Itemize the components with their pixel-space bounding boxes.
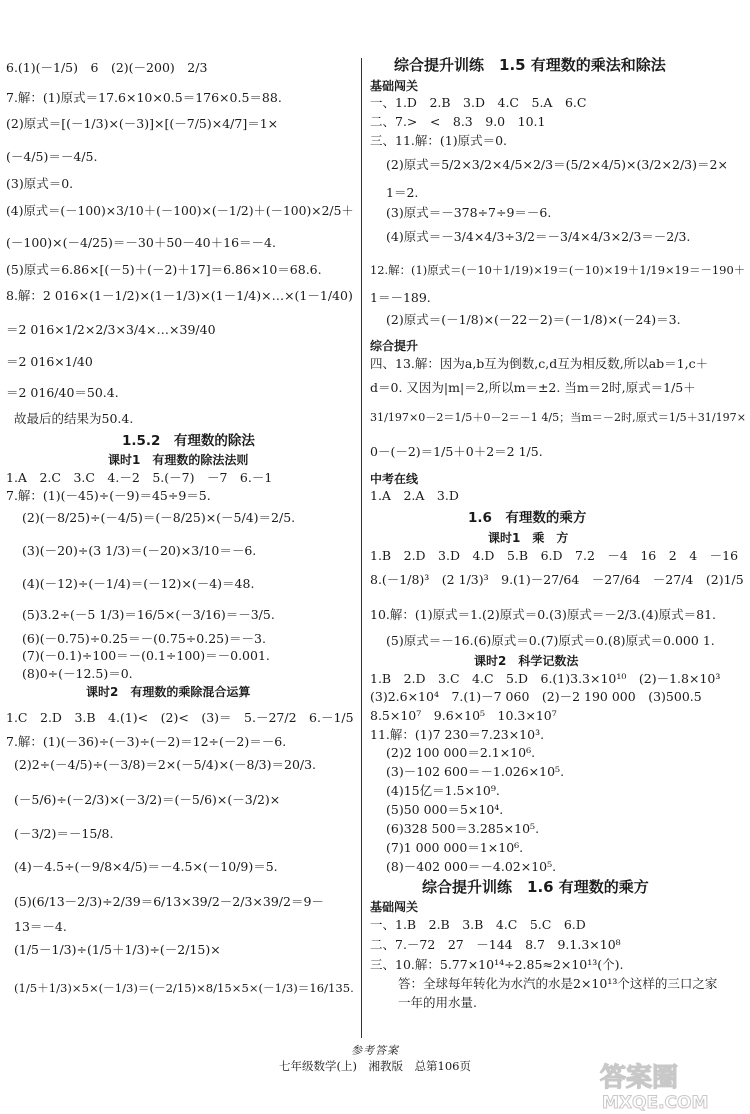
right-line: (2)原式＝5/2×3/2×4/5×2/3＝(5/2×4/5)×(3/2×2/3)＝2× bbox=[386, 157, 728, 172]
left-line: (5)原式＝6.86×[(－5)＋(－2)＋17]＝6.86×10＝68.6. bbox=[6, 262, 322, 277]
right-line: 31/197×0－2＝1/5＋0－2＝－1 4/5；当m＝－2时,原式＝1/5＋31/197× bbox=[370, 411, 747, 424]
right-line: d＝0. 又因为|m|＝2,所以m＝±2. 当m＝2时,原式＝1/5＋ bbox=[370, 380, 696, 395]
right-line: 中考在线 bbox=[370, 472, 419, 486]
left-line: (7)(－0.1)÷100＝－(0.1÷100)＝－0.001. bbox=[22, 648, 270, 663]
right-line: (3)－102 600＝－1.026×10⁵. bbox=[386, 764, 565, 779]
right-line: (2)原式＝(－1/8)×(－22－2)＝(－1/8)×(－24)＝3. bbox=[386, 312, 681, 327]
left-line: (1/5－1/3)÷(1/5＋1/3)÷(－2/15)× bbox=[14, 942, 221, 957]
right-line: 1＝－189. bbox=[370, 290, 431, 305]
left-line: (4)(－12)÷(－1/4)＝(－12)×(－4)＝48. bbox=[22, 576, 255, 591]
right-line: 课时1 乘 方 bbox=[488, 531, 569, 545]
right-line: 综合提升训练 1.6 有理数的乘方 bbox=[422, 878, 649, 896]
left-line: 7.解：(1)原式＝17.6×10×0.5＝176×0.5＝88. bbox=[6, 90, 282, 105]
right-line: 四、13.解：因为a,b互为倒数,c,d互为相反数,所以ab＝1,c＋ bbox=[370, 356, 709, 371]
right-line: 答：全球每年转化为水汽的水是2×10¹³个这样的三口之家 bbox=[398, 976, 718, 991]
right-line: (7)1 000 000＝1×10⁶. bbox=[386, 840, 524, 855]
left-line: (－100)×(－4/25)＝－30＋50－40＋16＝－4. bbox=[6, 235, 276, 250]
right-line: (5)50 000＝5×10⁴. bbox=[386, 802, 504, 817]
right-line: 一、1.B 2.B 3.B 4.C 5.C 6.D bbox=[370, 917, 586, 932]
right-line: (4)原式＝－3/4×4/3÷3/2＝－3/4×4/3×2/3＝－2/3. bbox=[386, 229, 691, 244]
footer-title: 参考答案 bbox=[351, 1044, 399, 1057]
right-line: (8)－402 000＝－4.02×10⁵. bbox=[386, 859, 557, 874]
right-line: 10.解：(1)原式＝1.(2)原式＝0.(3)原式＝－2/3.(4)原式＝81. bbox=[370, 607, 717, 622]
left-line: 6.(1)(－1/5) 6 (2)(－200) 2/3 bbox=[6, 60, 208, 75]
right-line: 二、7.> < 8.3 9.0 10.1 bbox=[370, 114, 546, 129]
right-line: (6)328 500＝3.285×10⁵. bbox=[386, 821, 540, 836]
left-line: 7.解：(1)(－36)÷(－3)÷(－2)＝12÷(－2)＝－6. bbox=[6, 734, 287, 749]
right-line: 综合提升 bbox=[370, 339, 419, 353]
right-line: 8.(－1/8)³ (2 1/3)³ 9.(1)－27/64 －27/64 －27/4 (2)1/5 bbox=[370, 572, 744, 587]
right-line: 一年的用水量. bbox=[398, 995, 477, 1010]
right-line: 11.解：(1)7 230＝7.23×10³. bbox=[370, 727, 545, 742]
right-line: 1＝2. bbox=[386, 185, 419, 200]
right-line: 一、1.D 2.B 3.D 4.C 5.A 6.C bbox=[370, 95, 587, 110]
watermark-url: MXQE.COM bbox=[602, 1093, 709, 1112]
right-line: (3)2.6×10⁴ 7.(1)－7 060 (2)－2 190 000 (3)500.5 bbox=[370, 689, 702, 704]
right-line: 基础闯关 bbox=[370, 900, 419, 914]
right-line: (2)2 100 000＝2.1×10⁶. bbox=[386, 745, 536, 760]
left-line: (3)原式＝0. bbox=[6, 176, 74, 191]
left-line: 1.5.2 有理数的除法 bbox=[122, 433, 255, 449]
left-line: 课时1 有理数的除法法则 bbox=[108, 453, 249, 467]
left-line: (－4/5)＝－4/5. bbox=[6, 149, 98, 164]
left-line: (2)原式＝[(－1/3)×(－3)]×[(－7/5)×4/7]＝1× bbox=[6, 116, 279, 131]
left-line: 13＝－4. bbox=[14, 919, 67, 934]
left-line: (1/5＋1/3)×5×(－1/3)＝(－2/15)×8/15×5×(－1/3)＝16/135. bbox=[14, 981, 354, 995]
left-line: (4)原式＝(－100)×3/10＋(－100)×(－1/2)＋(－100)×2/5＋ bbox=[6, 204, 354, 218]
left-line: (－5/6)÷(－2/3)×(－3/2)＝(－5/6)×(－3/2)× bbox=[14, 792, 281, 807]
right-line: (5)原式＝－16.(6)原式＝0.(7)原式＝0.(8)原式＝0.000 1. bbox=[386, 633, 715, 648]
left-line: (5)(6/13－2/3)÷2/39＝6/13×39/2－2/3×39/2＝9－ bbox=[14, 894, 324, 909]
right-line: 1.6 有理数的乘方 bbox=[468, 510, 587, 526]
right-line: 0－(－2)＝1/5＋0＋2＝2 1/5. bbox=[370, 444, 543, 459]
right-line: 1.B 2.D 3.D 4.D 5.B 6.D 7.2 －4 16 2 4 －16 bbox=[370, 548, 739, 563]
right-line: 8.5×10⁷ 9.6×10⁵ 10.3×10⁷ bbox=[370, 708, 557, 723]
right-line: 三、10.解：5.77×10¹⁴÷2.85≈2×10¹³(个). bbox=[370, 957, 624, 972]
right-line: 三、11.解：(1)原式＝0. bbox=[370, 133, 508, 148]
left-line: ＝2 016/40＝50.4. bbox=[6, 385, 119, 400]
left-line: (3)(－20)÷(3 1/3)＝(－20)×3/10＝－6. bbox=[22, 543, 257, 558]
footer-page-info: 七年级数学(上) 湘教版 总第106页 bbox=[279, 1059, 471, 1073]
watermark-title: 答案圈 bbox=[600, 1063, 679, 1093]
left-line: ＝2 016×1/2×2/3×3/4×…×39/40 bbox=[6, 322, 216, 337]
watermark-logo bbox=[596, 1060, 746, 1112]
left-line: ＝2 016×1/40 bbox=[6, 354, 93, 369]
right-line: 二、7.－72 27 －144 8.7 9.1.3×10⁸ bbox=[370, 937, 621, 952]
left-line: (2)(－8/25)÷(－4/5)＝(－8/25)×(－5/4)＝2/5. bbox=[22, 510, 296, 525]
left-line: 故最后的结果为50.4. bbox=[14, 411, 134, 426]
right-line: 基础闯关 bbox=[370, 79, 419, 93]
left-line: (6)(－0.75)÷0.25＝－(0.75÷0.25)＝－3. bbox=[22, 631, 266, 646]
left-line: 8.解：2 016×(1－1/2)×(1－1/3)×(1－1/4)×…×(1－1/40) bbox=[6, 288, 353, 303]
right-line: 课时2 科学记数法 bbox=[474, 654, 579, 668]
left-line: (－3/2)＝－15/8. bbox=[14, 826, 114, 841]
column-divider bbox=[361, 58, 362, 1038]
left-line: 1.C 2.D 3.B 4.(1)< (2)< (3)＝ 5.－27/2 6.－1/5 bbox=[6, 710, 354, 725]
left-line: 课时2 有理数的乘除混合运算 bbox=[86, 685, 251, 699]
left-line: (4)－4.5÷(－9/8×4/5)＝－4.5×(－10/9)＝5. bbox=[14, 859, 278, 874]
left-line: (2)2÷(－4/5)÷(－3/8)＝2×(－5/4)×(－8/3)＝20/3. bbox=[14, 757, 317, 772]
left-line: 7.解：(1)(－45)÷(－9)＝45÷9＝5. bbox=[6, 488, 211, 503]
right-line: (4)15亿＝1.5×10⁹. bbox=[386, 783, 500, 798]
right-line: 12.解：(1)原式＝(－10＋1/19)×19＝(－10)×19＋1/19×19＝－190＋ bbox=[370, 263, 746, 277]
left-line: (8)0÷(－12.5)＝0. bbox=[22, 666, 133, 681]
right-line: (3)原式＝－378÷7÷9＝－6. bbox=[386, 205, 552, 220]
right-line: 1.B 2.D 3.C 4.C 5.D 6.(1)3.3×10¹⁰ (2)－1.8×10³ bbox=[370, 671, 721, 686]
right-line: 1.A 2.A 3.D bbox=[370, 488, 459, 503]
right-line: 综合提升训练 1.5 有理数的乘法和除法 bbox=[394, 56, 666, 74]
left-line: 1.A 2.C 3.C 4.－2 5.(－7) －7 6.－1 bbox=[6, 470, 273, 485]
left-line: (5)3.2÷(－5 1/3)＝16/5×(－3/16)＝－3/5. bbox=[22, 607, 275, 622]
